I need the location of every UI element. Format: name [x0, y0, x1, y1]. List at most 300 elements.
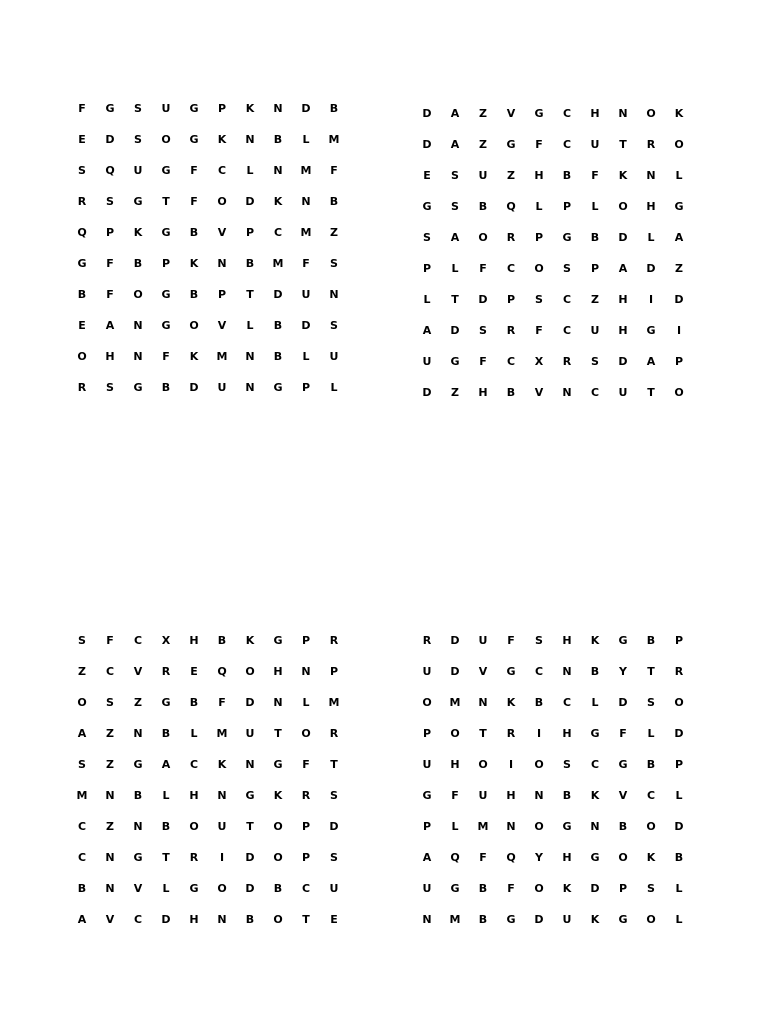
grid-letter: F [451, 789, 459, 802]
grid-letter: F [78, 102, 86, 115]
grid-letter: O [450, 727, 460, 740]
grid-letter: G [506, 913, 516, 926]
grid-letter: G [618, 758, 628, 771]
grid-letter: V [105, 913, 115, 926]
grid-letter: F [218, 696, 226, 709]
grid-letter: X [534, 355, 544, 368]
grid-letter: G [422, 789, 432, 802]
grid-letter: S [330, 789, 338, 802]
grid-letter: G [245, 789, 255, 802]
grid-letter: N [534, 789, 544, 802]
grid-letter: A [105, 319, 115, 332]
grid-letter: F [591, 169, 599, 182]
grid-letter: D [422, 386, 432, 399]
grid-letter: O [422, 696, 432, 709]
grid-letter: B [329, 102, 339, 115]
grid-letter: B [133, 257, 143, 270]
grid-letter: N [329, 288, 339, 301]
grid-letter: L [675, 882, 683, 895]
grid-letter: R [506, 727, 516, 740]
grid-letter: K [273, 195, 283, 208]
grid-letter: U [618, 386, 628, 399]
grid-letter: N [618, 107, 628, 120]
grid-letter: T [647, 386, 655, 399]
grid-letter: L [246, 319, 254, 332]
grid-letter: B [161, 727, 171, 740]
grid-letter: H [478, 386, 488, 399]
grid-letter: S [134, 133, 142, 146]
grid-letter: U [217, 381, 227, 394]
grid-letter: T [619, 138, 627, 151]
grid-letter: Z [106, 820, 114, 833]
grid-letter: L [162, 789, 170, 802]
grid-letter: P [301, 381, 311, 394]
grid-letter: T [162, 195, 170, 208]
word-search-grid-3 [68, 625, 348, 935]
grid-letter: K [590, 913, 600, 926]
grid-letter: P [105, 226, 115, 239]
grid-letter: R [674, 665, 684, 678]
grid-letter: R [422, 634, 432, 647]
grid-letter: P [562, 200, 572, 213]
grid-letter: V [217, 226, 227, 239]
grid-letter: O [646, 107, 656, 120]
grid-letter: S [647, 882, 655, 895]
grid-letter: H [189, 913, 199, 926]
grid-letter: B [245, 257, 255, 270]
grid-letter: H [273, 665, 283, 678]
grid-letter: T [274, 727, 282, 740]
grid-letter: C [217, 164, 227, 177]
grid-letter: D [245, 696, 255, 709]
grid-letter: C [590, 758, 600, 771]
grid-letter: M [216, 350, 228, 363]
grid-letter: E [330, 913, 338, 926]
grid-letter: G [422, 200, 432, 213]
grid-letter: O [534, 820, 544, 833]
grid-letter: T [451, 293, 459, 306]
grid-letter: G [506, 665, 516, 678]
grid-letter: N [562, 386, 572, 399]
grid-letter: N [301, 195, 311, 208]
grid-letter: H [534, 169, 544, 182]
grid-letter: U [590, 324, 600, 337]
grid-letter: G [189, 133, 199, 146]
grid-letter: F [106, 634, 114, 647]
grid-letter: K [245, 634, 255, 647]
grid-letter: Z [507, 169, 515, 182]
grid-letter: M [328, 133, 340, 146]
grid-letter: F [190, 164, 198, 177]
grid-letter: U [562, 913, 572, 926]
grid-letter: N [217, 257, 227, 270]
grid-letter: O [534, 758, 544, 771]
grid-letter: K [273, 789, 283, 802]
grid-letter: O [273, 851, 283, 864]
grid-letter: G [450, 882, 460, 895]
grid-letter: C [133, 913, 143, 926]
grid-letter: T [246, 288, 254, 301]
grid-letter: R [506, 231, 516, 244]
grid-letter: L [451, 262, 459, 275]
grid-letter: L [535, 200, 543, 213]
grid-letter: S [535, 634, 543, 647]
grid-letter: S [563, 262, 571, 275]
grid-letter: K [133, 226, 143, 239]
grid-letter: D [450, 665, 460, 678]
grid-letter: P [301, 634, 311, 647]
grid-letter: H [189, 634, 199, 647]
grid-letter: E [190, 665, 198, 678]
grid-letter: L [591, 200, 599, 213]
word-search-grid-1 [68, 93, 348, 403]
grid-letter: F [302, 257, 310, 270]
grid-letter: L [162, 882, 170, 895]
grid-letter: G [161, 319, 171, 332]
grid-letter: O [646, 913, 656, 926]
grid-letter: B [646, 758, 656, 771]
grid-letter: D [674, 820, 684, 833]
grid-letter: B [133, 789, 143, 802]
grid-letter: N [133, 350, 143, 363]
grid-letter: N [301, 665, 311, 678]
grid-letter: Y [619, 665, 627, 678]
grid-letter: D [422, 138, 432, 151]
grid-letter: F [106, 288, 114, 301]
grid-letter: U [245, 727, 255, 740]
grid-letter: O [77, 350, 87, 363]
grid-letter: G [646, 324, 656, 337]
grid-letter: C [506, 262, 516, 275]
grid-letter: P [590, 262, 600, 275]
grid-letter: N [105, 789, 115, 802]
grid-letter: N [478, 696, 488, 709]
grid-letter: B [189, 696, 199, 709]
grid-letter: U [329, 350, 339, 363]
grid-letter: X [161, 634, 171, 647]
grid-letter: L [451, 820, 459, 833]
grid-letter: H [506, 789, 516, 802]
grid-letter: Z [106, 727, 114, 740]
grid-letter: Z [479, 107, 487, 120]
grid-letter: S [106, 195, 114, 208]
grid-letter: Q [450, 851, 460, 864]
grid-letter: G [590, 727, 600, 740]
grid-letter: D [245, 882, 255, 895]
grid-letter: G [590, 851, 600, 864]
grid-letter: N [105, 882, 115, 895]
grid-letter: R [189, 851, 199, 864]
grid-letter: H [562, 851, 572, 864]
grid-letter: G [77, 257, 87, 270]
grid-letter: H [618, 293, 628, 306]
grid-letter: N [245, 381, 255, 394]
grid-letter: U [422, 758, 432, 771]
grid-letter: P [674, 355, 684, 368]
grid-letter: P [534, 231, 544, 244]
grid-letter: K [217, 133, 227, 146]
grid-letter: O [161, 133, 171, 146]
grid-letter: U [422, 355, 432, 368]
grid-letter: B [478, 913, 488, 926]
grid-letter: B [674, 851, 684, 864]
grid-letter: S [591, 355, 599, 368]
grid-letter: A [422, 851, 432, 864]
grid-letter: Z [675, 262, 683, 275]
grid-letter: O [189, 319, 199, 332]
grid-letter: Q [105, 164, 115, 177]
grid-letter: S [78, 164, 86, 177]
grid-letter: K [646, 851, 656, 864]
grid-letter: R [77, 381, 87, 394]
grid-letter: D [245, 195, 255, 208]
grid-letter: O [618, 851, 628, 864]
grid-letter: L [675, 913, 683, 926]
grid-letter: E [423, 169, 431, 182]
grid-letter: U [478, 634, 488, 647]
grid-letter: F [190, 195, 198, 208]
grid-letter: P [301, 820, 311, 833]
grid-letter: B [478, 882, 488, 895]
grid-letter: P [674, 758, 684, 771]
grid-letter: S [451, 169, 459, 182]
grid-letter: B [618, 820, 628, 833]
grid-letter: S [106, 381, 114, 394]
grid-letter: G [133, 851, 143, 864]
grid-letter: D [422, 107, 432, 120]
grid-letter: A [646, 355, 656, 368]
grid-letter: M [272, 257, 284, 270]
grid-letter: D [618, 696, 628, 709]
grid-letter: G [133, 381, 143, 394]
grid-letter: S [563, 758, 571, 771]
grid-letter: O [674, 138, 684, 151]
grid-letter: P [161, 257, 171, 270]
grid-letter: O [646, 820, 656, 833]
grid-letter: B [245, 913, 255, 926]
grid-letter: S [330, 319, 338, 332]
grid-letter: D [189, 381, 199, 394]
grid-letter: G [161, 288, 171, 301]
grid-letter: O [273, 820, 283, 833]
grid-letter: V [133, 665, 143, 678]
grid-letter: P [217, 102, 227, 115]
grid-letter: R [77, 195, 87, 208]
grid-letter: G [133, 758, 143, 771]
grid-letter: O [217, 882, 227, 895]
grid-letter: C [301, 882, 311, 895]
grid-letter: B [562, 789, 572, 802]
grid-letter: D [301, 102, 311, 115]
grid-letter: C [506, 355, 516, 368]
grid-letter: S [479, 324, 487, 337]
grid-letter: L [302, 350, 310, 363]
grid-letter: A [674, 231, 684, 244]
grid-letter: N [422, 913, 432, 926]
grid-letter: B [189, 226, 199, 239]
grid-letter: B [161, 820, 171, 833]
grid-letter: K [217, 758, 227, 771]
grid-letter: R [329, 727, 339, 740]
grid-letter: D [301, 319, 311, 332]
word-search-grid-2 [413, 98, 693, 408]
grid-letter: G [506, 138, 516, 151]
grid-letter: D [105, 133, 115, 146]
grid-letter: G [189, 882, 199, 895]
grid-letter: D [450, 634, 460, 647]
grid-letter: C [562, 696, 572, 709]
grid-letter: I [676, 324, 682, 337]
grid-letter: G [618, 634, 628, 647]
grid-letter: C [562, 107, 572, 120]
grid-letter: Z [106, 758, 114, 771]
grid-letter: C [77, 851, 87, 864]
grid-letter: K [506, 696, 516, 709]
grid-letter: P [422, 820, 432, 833]
grid-letter: O [189, 820, 199, 833]
grid-letter: C [105, 665, 115, 678]
grid-letter: M [449, 913, 461, 926]
grid-letter: U [422, 882, 432, 895]
grid-letter: D [674, 293, 684, 306]
grid-letter: H [562, 727, 572, 740]
grid-letter: M [477, 820, 489, 833]
grid-letter: V [534, 386, 544, 399]
grid-letter: P [422, 727, 432, 740]
grid-letter: F [330, 164, 338, 177]
grid-letter: B [534, 696, 544, 709]
grid-letter: B [77, 882, 87, 895]
grid-letter: H [105, 350, 115, 363]
grid-letter: M [300, 226, 312, 239]
grid-letter: M [449, 696, 461, 709]
grid-letter: G [161, 226, 171, 239]
grid-letter: C [646, 789, 656, 802]
grid-letter: L [190, 727, 198, 740]
grid-letter: L [302, 696, 310, 709]
grid-letter: A [450, 138, 460, 151]
grid-letter: G [450, 355, 460, 368]
grid-letter: H [618, 324, 628, 337]
grid-letter: E [78, 319, 86, 332]
grid-letter: O [217, 195, 227, 208]
grid-letter: K [245, 102, 255, 115]
grid-letter: K [618, 169, 628, 182]
grid-letter: Z [451, 386, 459, 399]
grid-letter: P [329, 665, 339, 678]
grid-letter: D [329, 820, 339, 833]
grid-letter: S [78, 634, 86, 647]
grid-letter: P [618, 882, 628, 895]
grid-letter: N [245, 350, 255, 363]
grid-letter: O [245, 665, 255, 678]
grid-letter: P [217, 288, 227, 301]
grid-letter: H [562, 634, 572, 647]
grid-letter: B [646, 634, 656, 647]
grid-letter: L [330, 381, 338, 394]
grid-letter: L [246, 164, 254, 177]
grid-letter: K [562, 882, 572, 895]
grid-letter: C [189, 758, 199, 771]
grid-letter: K [189, 350, 199, 363]
grid-letter: R [562, 355, 572, 368]
grid-letter: C [590, 386, 600, 399]
grid-letter: N [273, 102, 283, 115]
grid-letter: R [329, 634, 339, 647]
grid-letter: D [450, 324, 460, 337]
grid-letter: B [217, 634, 227, 647]
grid-letter: B [329, 195, 339, 208]
grid-letter: D [534, 913, 544, 926]
grid-letter: I [536, 727, 542, 740]
grid-letter: S [330, 257, 338, 270]
grid-letter: G [618, 913, 628, 926]
grid-letter: A [77, 913, 87, 926]
grid-letter: L [675, 169, 683, 182]
grid-letter: O [77, 696, 87, 709]
grid-letter: V [506, 107, 516, 120]
grid-letter: P [422, 262, 432, 275]
grid-letter: Q [506, 851, 516, 864]
grid-letter: L [423, 293, 431, 306]
grid-letter: G [273, 758, 283, 771]
grid-letter: M [300, 164, 312, 177]
grid-letter: N [133, 820, 143, 833]
grid-letter: F [619, 727, 627, 740]
grid-letter: U [161, 102, 171, 115]
grid-letter: N [590, 820, 600, 833]
grid-letter: N [273, 164, 283, 177]
grid-letter: G [161, 696, 171, 709]
grid-letter: S [423, 231, 431, 244]
grid-letter: O [478, 758, 488, 771]
grid-letter: F [106, 257, 114, 270]
grid-letter: M [216, 727, 228, 740]
grid-letter: A [450, 231, 460, 244]
grid-letter: N [105, 851, 115, 864]
grid-letter: S [134, 102, 142, 115]
grid-letter: H [450, 758, 460, 771]
grid-letter: N [133, 727, 143, 740]
grid-letter: B [562, 169, 572, 182]
grid-letter: N [245, 758, 255, 771]
grid-letter: O [301, 727, 311, 740]
grid-letter: N [133, 319, 143, 332]
grid-letter: Q [77, 226, 87, 239]
grid-letter: O [273, 913, 283, 926]
grid-letter: V [133, 882, 143, 895]
grid-letter: Q [506, 200, 516, 213]
grid-letter: V [618, 789, 628, 802]
grid-letter: U [133, 164, 143, 177]
grid-letter: Q [217, 665, 227, 678]
grid-letter: C [562, 293, 572, 306]
grid-letter: N [506, 820, 516, 833]
grid-letter: B [189, 288, 199, 301]
grid-letter: F [535, 324, 543, 337]
grid-letter: R [161, 665, 171, 678]
grid-letter: F [535, 138, 543, 151]
grid-letter: A [422, 324, 432, 337]
grid-letter: C [273, 226, 283, 239]
grid-letter: D [618, 355, 628, 368]
grid-letter: D [674, 727, 684, 740]
grid-letter: Y [535, 851, 543, 864]
grid-letter: N [646, 169, 656, 182]
grid-letter: P [301, 851, 311, 864]
grid-letter: A [77, 727, 87, 740]
grid-letter: B [273, 882, 283, 895]
